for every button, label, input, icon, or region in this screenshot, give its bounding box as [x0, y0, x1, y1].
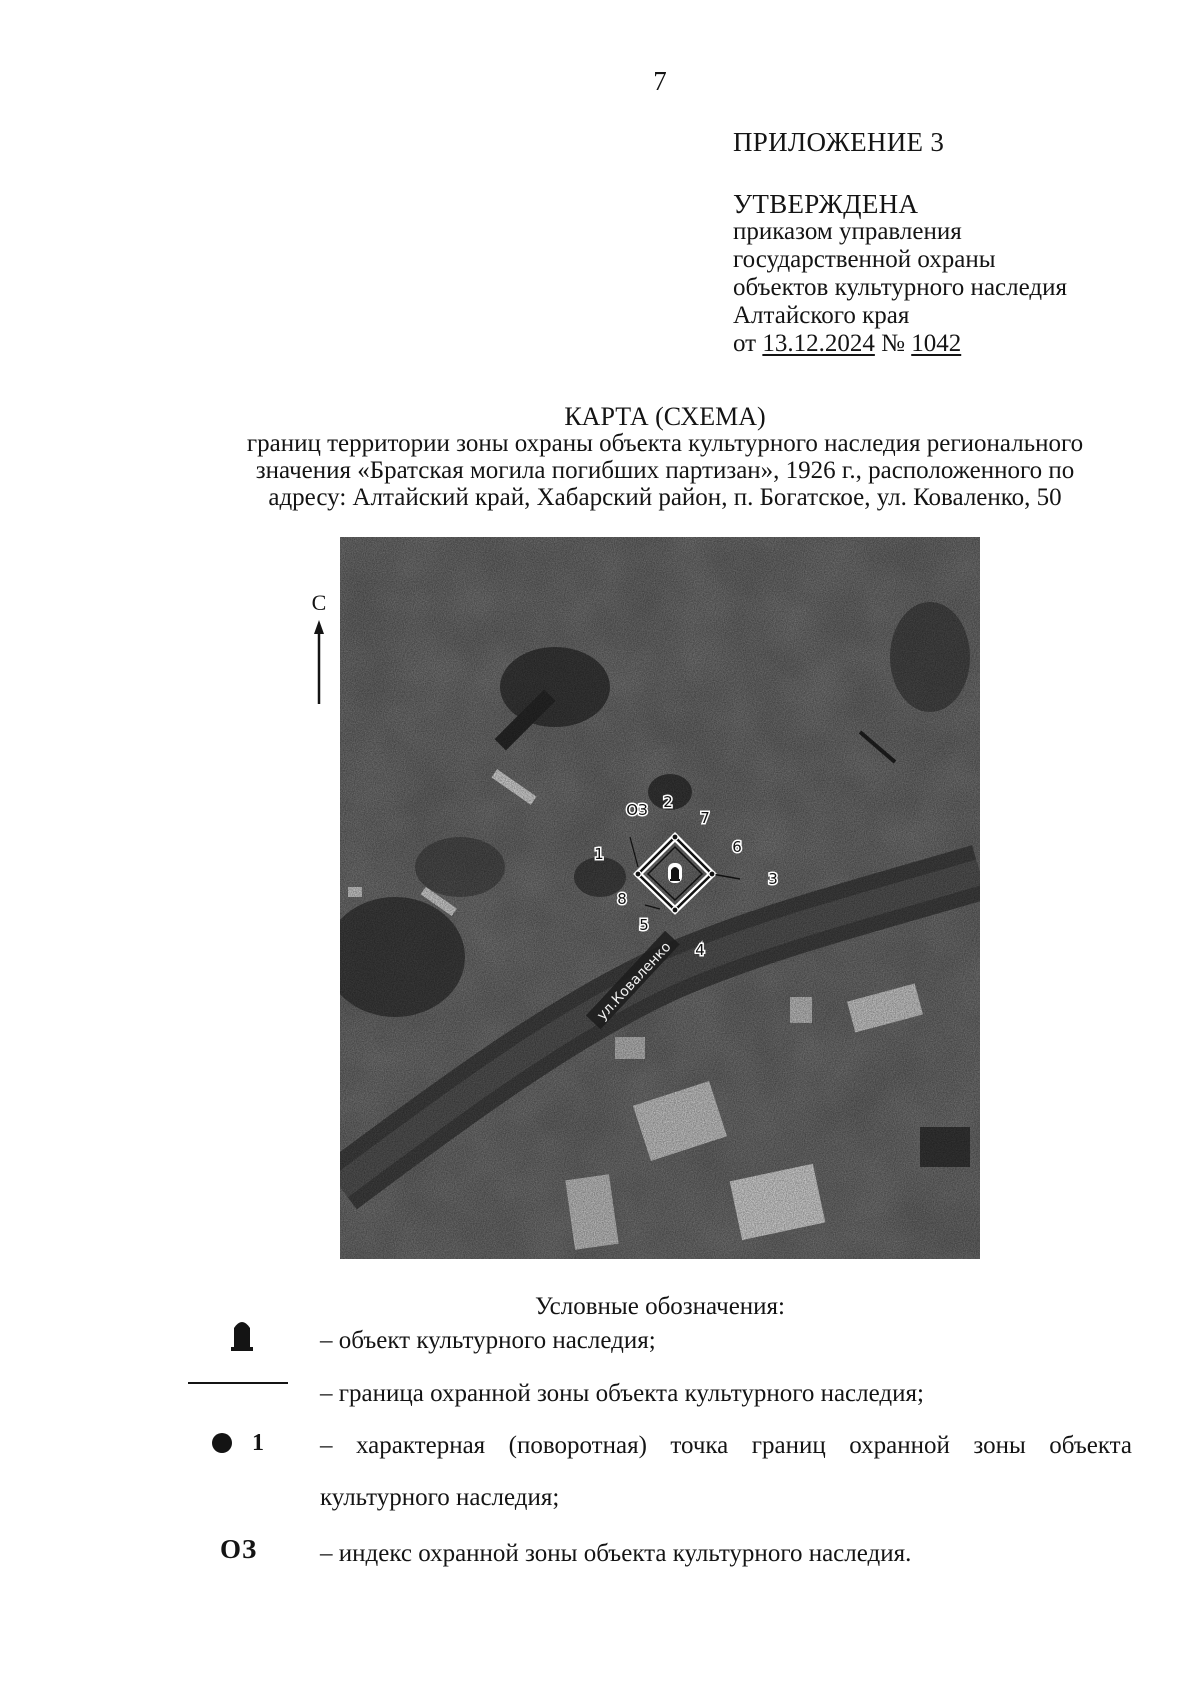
boundary-point [672, 834, 678, 840]
legend-item-turning-point-cont: культурного наследия; [320, 1484, 560, 1511]
point-label-1: 1 [594, 845, 604, 863]
boundary-point [635, 871, 641, 877]
north-arrow [302, 590, 336, 706]
legend-point-symbol [212, 1433, 232, 1453]
monument-base [670, 879, 680, 881]
monument-icon [668, 863, 682, 883]
boundary-point [709, 871, 715, 877]
map-title-line-3: адресу: Алтайский край, Хабарский район, п. Богатское, ул. Коваленко, 50 [268, 484, 1062, 511]
approval-block [733, 190, 1067, 358]
point-label-4: 4 [695, 941, 705, 959]
legend-monument-icon [230, 1318, 254, 1352]
map-title-line-1: границ территории зоны охраны объекта культурного наследия регионального [246, 430, 1084, 457]
approval-date: 13.12.2024 [762, 330, 875, 357]
point-label-3: 3 [768, 870, 778, 888]
legend-monument-shape [234, 1322, 250, 1348]
point-label-7: 7 [700, 809, 710, 827]
approval-line-1: приказом управления [733, 218, 962, 245]
approval-heading: УТВЕРЖДЕНА [733, 189, 919, 219]
legend-point-symbol-label: 1 [252, 1430, 264, 1456]
legend-zone-index-symbol: ОЗ [220, 1534, 258, 1564]
point-label-5: 5 [639, 916, 649, 934]
point-label-2: 2 [663, 793, 673, 811]
approval-number: 1042 [911, 330, 962, 357]
boundary-point [672, 907, 678, 913]
appendix-title: ПРИЛОЖЕНИЕ 3 [733, 127, 945, 157]
approval-line-3: объектов культурного наследия [733, 274, 1067, 301]
monument-shape [671, 867, 679, 880]
page-number: 7 [653, 66, 667, 96]
approval-order-line [733, 330, 1067, 358]
map-title-line-2: значения «Братская могила погибших партизан», 1926 г., расположенного по [255, 457, 1075, 484]
legend-item-heritage-object: – объект культурного наследия; [320, 1327, 656, 1354]
approval-from-label: от [733, 330, 757, 357]
satellite-map [340, 537, 980, 1259]
legend-boundary-line-symbol [188, 1382, 288, 1384]
legend-item-zone-boundary: – граница охранной зоны объекта культурного наследия; [320, 1380, 924, 1407]
map-title-block [150, 403, 1180, 511]
legend-monument-base [231, 1347, 253, 1351]
approval-number-label: № [881, 330, 905, 357]
street-label: ул.Коваленко [594, 939, 675, 1024]
zone-index-label: ОЗ [626, 801, 648, 819]
approval-line-2: государственной охраны [733, 246, 996, 273]
legend-item-zone-index: – индекс охранной зоны объекта культурного наследия. [320, 1540, 912, 1567]
legend-item-turning-point: – характерная (поворотная) точка границ охранной зоны объекта [320, 1432, 1132, 1459]
approval-line-4: Алтайского края [733, 302, 910, 329]
map-title: КАРТА (СХЕМА) [564, 402, 766, 431]
point-label-8: 8 [617, 890, 627, 908]
point-label-6: 6 [732, 838, 742, 856]
legend-heading: Условные обозначения: [534, 1293, 786, 1320]
north-label: С [311, 590, 327, 615]
